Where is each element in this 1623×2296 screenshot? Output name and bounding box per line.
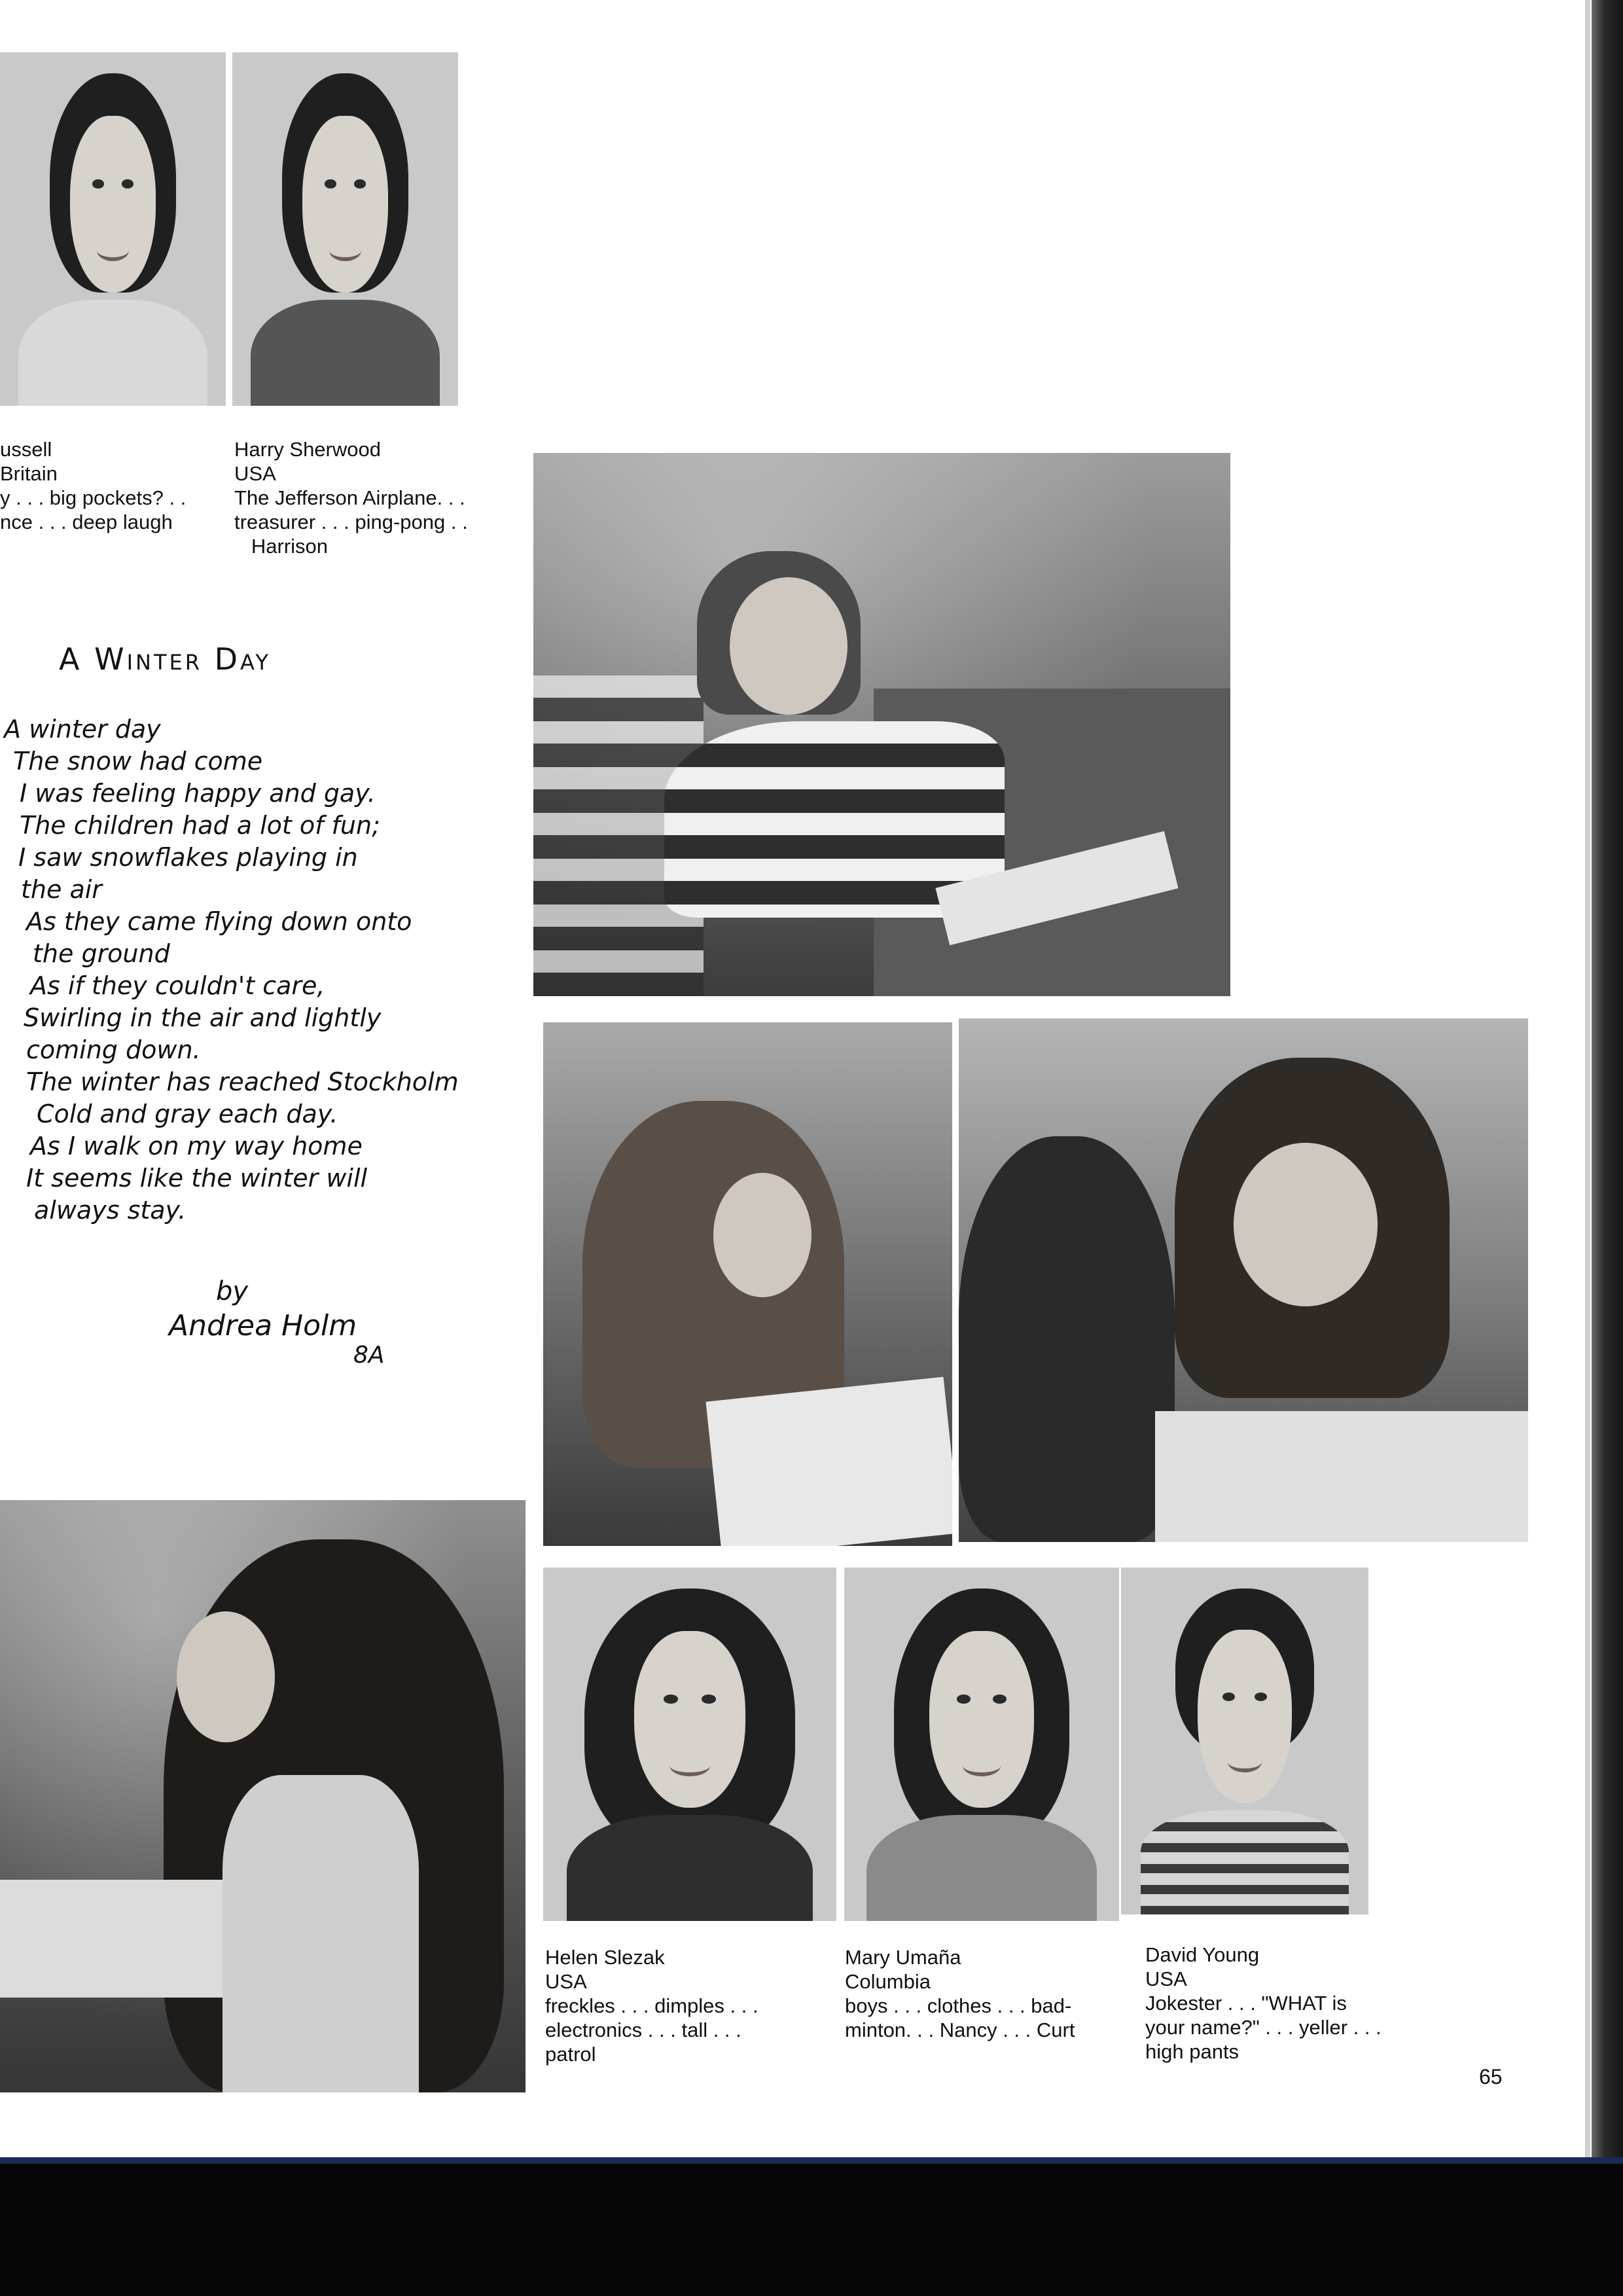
page-binding-edge bbox=[1585, 0, 1590, 2296]
caption-line: Harrison bbox=[234, 535, 328, 558]
poem-class: 8A bbox=[353, 1342, 385, 1369]
poem-line: the air bbox=[21, 875, 102, 904]
portrait-david-young bbox=[1121, 1568, 1368, 1914]
photo-girl-reading bbox=[0, 1500, 526, 2092]
photo-boy-striped-sweater bbox=[533, 453, 1230, 996]
portrait-harry-sherwood bbox=[232, 52, 458, 406]
caption-line: Mary Umaña bbox=[845, 1946, 961, 1969]
caption-line: your name?" . . . yeller . . . bbox=[1145, 2016, 1382, 2039]
caption-line: freckles . . . dimples . . . bbox=[545, 1994, 758, 2017]
poem-line: Swirling in the air and lightly bbox=[24, 1003, 382, 1032]
poem-body bbox=[0, 713, 459, 1227]
poem-title: A Winter Day bbox=[59, 641, 271, 677]
photo-girl-writing bbox=[543, 1022, 952, 1546]
caption-line: nce . . . deep laugh bbox=[0, 511, 173, 533]
caption-line: electronics . . . tall . . . bbox=[545, 2018, 741, 2041]
poem-line: coming down. bbox=[26, 1035, 201, 1064]
caption-helen-slezak bbox=[545, 1945, 758, 2066]
caption-line: David Young bbox=[1145, 1943, 1260, 1966]
poem-line: As I walk on my way home bbox=[30, 1132, 363, 1160]
poem-line: As if they couldn't care, bbox=[30, 971, 325, 1000]
caption-mary-umana bbox=[845, 1945, 1075, 2042]
caption-david-young bbox=[1145, 1943, 1382, 2064]
caption-line: treasurer . . . ping-pong . . bbox=[234, 511, 468, 533]
poem-line: the ground bbox=[33, 939, 170, 968]
caption-line: Helen Slezak bbox=[545, 1946, 665, 1969]
poem-line: It seems like the winter will bbox=[26, 1164, 368, 1193]
caption-line: Britain bbox=[0, 462, 58, 485]
caption-line: ussell bbox=[0, 438, 52, 461]
portrait-helen-slezak bbox=[543, 1568, 836, 1921]
caption-line: patrol bbox=[545, 2043, 596, 2066]
poem-line: The children had a lot of fun; bbox=[20, 811, 380, 840]
caption-line: minton. . . Nancy . . . Curt bbox=[845, 2018, 1075, 2041]
caption-line: Harry Sherwood bbox=[234, 438, 381, 461]
photo-girl-smiling bbox=[959, 1018, 1528, 1542]
caption-russell bbox=[0, 437, 186, 534]
caption-line: Jokester . . . "WHAT is bbox=[1145, 1992, 1347, 2015]
scan-background bbox=[0, 2164, 1623, 2296]
poem-by: by bbox=[216, 1276, 249, 1306]
caption-line: USA bbox=[234, 462, 276, 485]
poem-line: Cold and gray each day. bbox=[37, 1100, 338, 1128]
caption-line: The Jefferson Airplane. . . bbox=[234, 486, 465, 509]
poem-line: I was feeling happy and gay. bbox=[20, 779, 376, 808]
poem-line: I saw snowflakes playing in bbox=[18, 843, 358, 872]
poem-line: A winter day bbox=[4, 715, 161, 744]
poem-line: The winter has reached Stockholm bbox=[26, 1067, 459, 1096]
portrait-russell bbox=[0, 52, 226, 406]
caption-line: y . . . big pockets? . . bbox=[0, 486, 187, 509]
poem-line: As they came flying down onto bbox=[26, 907, 412, 936]
poem-line: always stay. bbox=[34, 1196, 187, 1225]
page-number: 65 bbox=[1479, 2065, 1503, 2089]
caption-line: boys . . . clothes . . . bad- bbox=[845, 1994, 1072, 2017]
caption-harry-sherwood bbox=[234, 437, 468, 558]
page-binding-shadow bbox=[1592, 0, 1623, 2296]
caption-line: USA bbox=[1145, 1967, 1187, 1990]
portrait-mary-umana bbox=[844, 1568, 1119, 1921]
caption-line: USA bbox=[545, 1970, 587, 1993]
caption-line: high pants bbox=[1145, 2040, 1240, 2063]
poem-author: Andrea Holm bbox=[169, 1309, 357, 1342]
poem-line: The snow had come bbox=[13, 747, 263, 776]
caption-line: Columbia bbox=[845, 1970, 931, 1993]
